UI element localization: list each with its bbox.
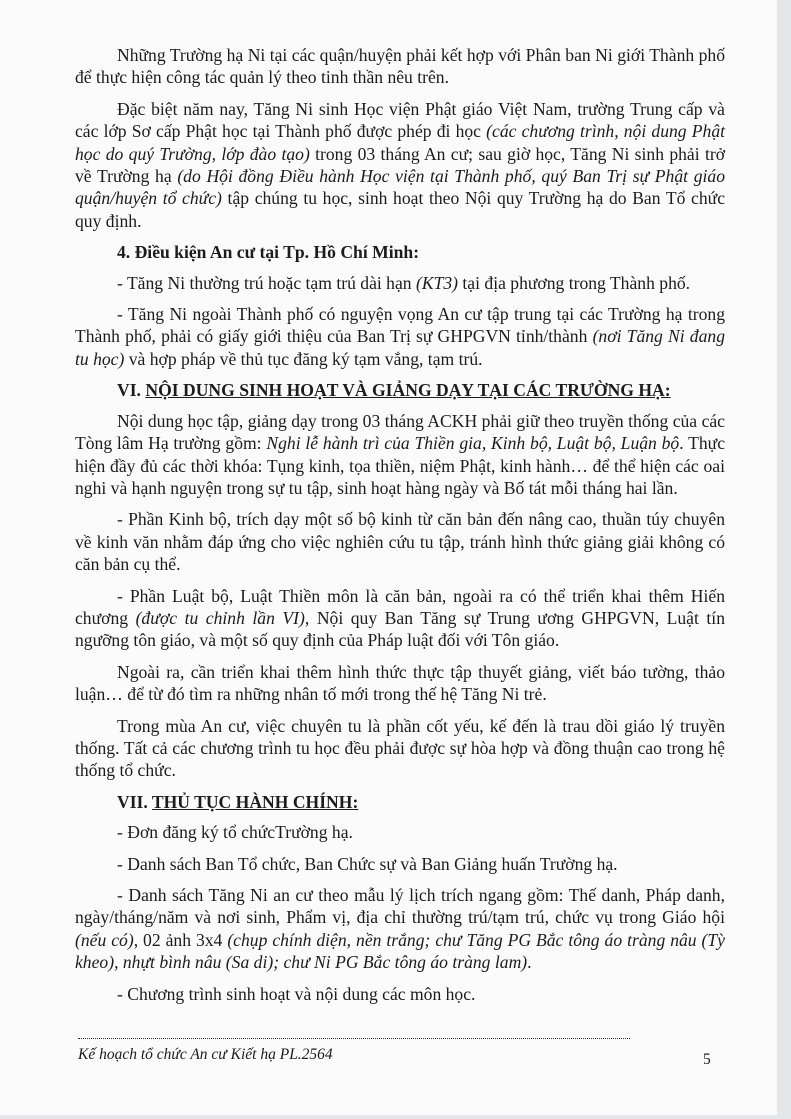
section-heading: VI. NỘI DUNG SINH HOẠT VÀ GIẢNG DẠY TẠI CÁC TRƯỜNG HẠ: xyxy=(117,380,671,401)
paragraph: Nội dung học tập, giảng dạy trong 03 tháng ACKH phải giữ theo truyền thống của các Tòng lâm Hạ trường gồm: Nghi lễ hành trì của Thiền gia, Kinh bộ, Luật bộ, Luận bộ. Thực hiện đầy đủ các thời khóa: Tụng kinh, tọa thiền, niệm Phật, kinh hành… để thể hiện các oai nghi và hạnh nguyện trong sự tu tập, sinh hoạt hàng ngày và Bố tát mỗi tháng hai lần. xyxy=(75,410,725,498)
list-item: - Tăng Ni thường trú hoặc tạm trú dài hạn (KT3) tại địa phương trong Thành phố. xyxy=(117,272,691,293)
paragraph: - Phần Luật bộ, Luật Thiền môn là căn bản, ngoài ra có thể triển khai thêm Hiến chương (được tu chỉnh lần VI), Nội quy Ban Tăng sự Trung ương GHPGVN, Luật tín ngưỡng tôn giáo, và một số quy định của Pháp luật đối với Tôn giáo. xyxy=(75,585,725,651)
footer-divider xyxy=(78,1038,630,1039)
paragraph: Ngoài ra, cần triển khai thêm hình thức thực tập thuyết giảng, viết báo tường, thảo luận… để từ đó tìm ra những nhân tố mới trong thế hệ Tăng Ni trẻ. xyxy=(75,661,725,705)
paragraph: - Phần Kinh bộ, trích dạy một số bộ kinh từ căn bản đến nâng cao, thuần túy chuyên về kinh văn nhằm đáp ứng cho việc nghiên cứu tu tập, tránh hình thức giảng giải không có căn bản cụ thể. xyxy=(75,509,725,575)
paragraph: Đặc biệt năm nay, Tăng Ni sinh Học viện Phật giáo Việt Nam, trường Trung cấp và các lớp Sơ cấp Phật học tại Thành phố được phép đi học (các chương trình, nội dung Phật học do quý Trường, lớp đào tạo) trong 03 tháng An cư; sau giờ học, Tăng Ni sinh phải trở về Trường hạ (do Hội đồng Điều hành Học viện tại Thành phố, quý Ban Trị sự Phật giáo quận/huyện tổ chức) tập chúng tu học, sinh hoạt theo Nội quy Trường hạ do Ban Tổ chức quy định. xyxy=(75,98,725,231)
page-body xyxy=(75,44,725,1014)
paragraph: Những Trường hạ Ni tại các quận/huyện phải kết hợp với Phân ban Ni giới Thành phố để thực hiện công tác quản lý theo tinh thần nêu trên. xyxy=(75,45,725,88)
list-item: - Đơn đăng ký tổ chứcTrường hạ. xyxy=(117,822,353,843)
list-item: - Tăng Ni ngoài Thành phố có nguyện vọng An cư tập trung tại các Trường hạ trong Thành phố, phải có giấy giới thiệu của Ban Trị sự GHPGVN tỉnh/thành (nơi Tăng Ni đang tu học) và hợp pháp về thủ tục đăng ký tạm vắng, tạm trú. xyxy=(75,304,725,369)
list-item: - Danh sách Ban Tổ chức, Ban Chức sự và Ban Giảng huấn Trường hạ. xyxy=(117,853,618,874)
list-item: - Danh sách Tăng Ni an cư theo mẫu lý lịch trích ngang gồm: Thế danh, Pháp danh, ngày/tháng/năm và nơi sinh, Phẩm vị, địa chỉ thường trú/tạm trú, chức vụ trong Giáo hội (nếu có), 02 ảnh 3x4 (chụp chính diện, nền trắng; chư Tăng PG Bắc tông áo tràng nâu (Tỳ kheo), nhựt bình nâu (Sa di); chư Ni PG Bắc tông áo tràng lam). xyxy=(75,885,725,973)
footer-title: Kế hoạch tổ chức An cư Kiết hạ PL.2564 xyxy=(78,1046,333,1063)
page-number: 5 xyxy=(703,1051,711,1068)
section-heading: 4. Điều kiện An cư tại Tp. Hồ Chí Minh: xyxy=(117,242,420,263)
section-heading: VII. THỦ TỤC HÀNH CHÍNH: xyxy=(117,791,359,812)
list-item: - Chương trình sinh hoạt và nội dung các môn học. xyxy=(117,983,476,1004)
paragraph: Trong mùa An cư, việc chuyên tu là phần cốt yếu, kế đến là trau dồi giáo lý truyền thống. Tất cả các chương trình tu học đều phải được sự hòa hợp và đồng thuận cao trong hệ thống tổ chức. xyxy=(75,715,725,781)
